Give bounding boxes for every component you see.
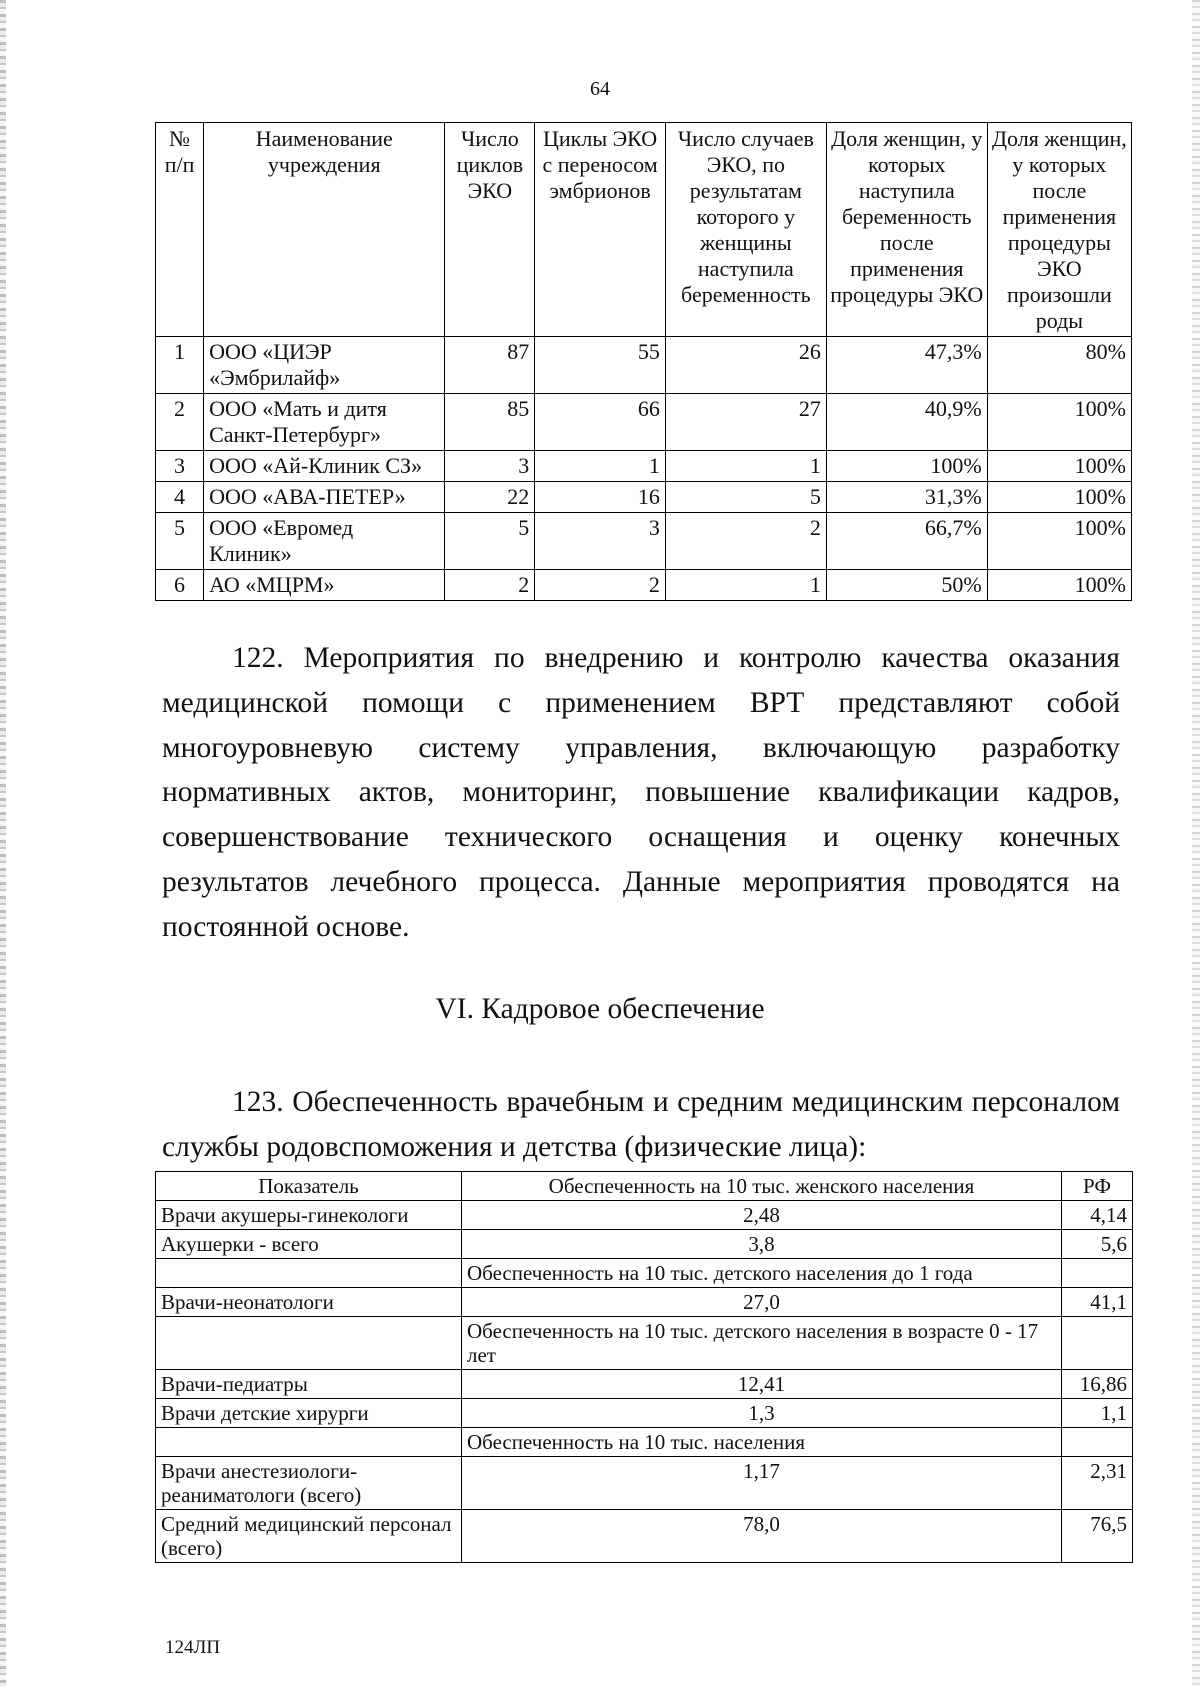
row-number: 2	[156, 394, 204, 451]
pregnancy-count: 5	[665, 482, 826, 513]
scan-edge-right	[1192, 0, 1200, 1686]
cycles-count: 2	[445, 570, 535, 601]
cycles-count: 3	[445, 451, 535, 482]
indicator-name: Врачи акушеры-гинекологи	[156, 1201, 462, 1230]
scan-edge-left	[0, 0, 6, 1686]
institution-name: АО «МЦРМ»	[204, 570, 445, 601]
ivf-header-transfer: Циклы ЭКО с переносом эмбрионов	[535, 123, 666, 337]
table-row	[156, 337, 1132, 394]
indicator-value: 2,48	[462, 1201, 1062, 1230]
paragraph-122	[162, 636, 1120, 950]
rf-value: 1,1	[1062, 1399, 1133, 1428]
births-share: 80%	[987, 337, 1131, 394]
births-share: 100%	[987, 570, 1131, 601]
pregnancy-share: 50%	[826, 570, 987, 601]
births-share: 100%	[987, 394, 1131, 451]
pregnancy-count: 26	[665, 337, 826, 394]
footer-code: 124ЛП	[165, 1637, 221, 1658]
ivf-header-number: № п/п	[156, 123, 204, 337]
indicator-name: Средний медицинский персонал (всего)	[156, 1510, 462, 1563]
staff-header-rf: РФ	[1062, 1172, 1133, 1201]
indicator-name: Врачи анестезиологи-реаниматологи (всего)	[156, 1457, 462, 1510]
institution-name: ООО «Евромед Клиник»	[204, 513, 445, 570]
row-number: 1	[156, 337, 204, 394]
page-number: 64	[590, 78, 610, 100]
table-row	[156, 1201, 1133, 1230]
rf-value	[1062, 1259, 1133, 1288]
pregnancy-count: 1	[665, 570, 826, 601]
institution-name: ООО «ЦИЭР «Эмбрилайф»	[204, 337, 445, 394]
table-row	[156, 394, 1132, 451]
table-row	[156, 451, 1132, 482]
ivf-results-table	[155, 122, 1132, 601]
births-share: 100%	[987, 482, 1131, 513]
coverage-subheader: Обеспеченность на 10 тыс. детского населения до 1 года	[462, 1259, 1062, 1288]
ivf-header-pregnancy: Число случаев ЭКО, по результатам которого у женщины наступила беременность	[665, 123, 826, 337]
coverage-subheader: Обеспеченность на 10 тыс. детского населения в возрасте 0 - 17 лет	[462, 1317, 1062, 1370]
institution-name: ООО «АВА-ПЕТЕР»	[204, 482, 445, 513]
indicator-value: 12,41	[462, 1370, 1062, 1399]
indicator-name	[156, 1259, 462, 1288]
paragraph-122-text: 122. Мероприятия по внедрению и контролю качества оказания медицинской помощи с применением ВРТ представляют собой многоуровневую систему управления, включающую разработку нормативных актов, мониторинг, повышение квалификации кадров, совершенствование технического оснащения и оценку конечных результатов лечебного процесса. Данные мероприятия проводятся на постоянной основе.	[162, 642, 1120, 943]
pregnancy-count: 2	[665, 513, 826, 570]
row-number: 6	[156, 570, 204, 601]
section-heading: VI. Кадровое обеспечение	[435, 993, 765, 1025]
transfer-count: 3	[535, 513, 666, 570]
ivf-header-share-births: Доля женщин, у которых после применения процедуры ЭКО произошли роды	[987, 123, 1131, 337]
rf-value	[1062, 1428, 1133, 1457]
rf-value: 41,1	[1062, 1288, 1133, 1317]
pregnancy-share: 66,7%	[826, 513, 987, 570]
table-row	[156, 1457, 1133, 1510]
indicator-name: Врачи-педиатры	[156, 1370, 462, 1399]
rf-value: 4,14	[1062, 1201, 1133, 1230]
coverage-subheader: Обеспеченность на 10 тыс. населения	[462, 1428, 1062, 1457]
indicator-value: 3,8	[462, 1230, 1062, 1259]
ivf-header-cycles: Число циклов ЭКО	[445, 123, 535, 337]
cycles-count: 22	[445, 482, 535, 513]
cycles-count: 85	[445, 394, 535, 451]
table-row	[156, 1288, 1133, 1317]
row-number: 4	[156, 482, 204, 513]
pregnancy-count: 27	[665, 394, 826, 451]
institution-name: ООО «Ай-Клиник СЗ»	[204, 451, 445, 482]
table-row	[156, 482, 1132, 513]
ivf-header-share-pregnancy: Доля женщин, у которых наступила беременность после применения процедуры ЭКО	[826, 123, 987, 337]
rf-value: 76,5	[1062, 1510, 1133, 1563]
row-number: 3	[156, 451, 204, 482]
staff-header-indicator: Показатель	[156, 1172, 462, 1201]
births-share: 100%	[987, 451, 1131, 482]
ivf-header-institution: Наименование учреждения	[204, 123, 445, 337]
row-number: 5	[156, 513, 204, 570]
indicator-name: Врачи-неонатологи	[156, 1288, 462, 1317]
indicator-name	[156, 1317, 462, 1370]
rf-value	[1062, 1317, 1133, 1370]
pregnancy-share: 100%	[826, 451, 987, 482]
pregnancy-count: 1	[665, 451, 826, 482]
indicator-value: 78,0	[462, 1510, 1062, 1563]
rf-value: 5,6	[1062, 1230, 1133, 1259]
rf-value: 2,31	[1062, 1457, 1133, 1510]
ivf-header-row	[156, 123, 1132, 337]
cycles-count: 5	[445, 513, 535, 570]
table-row	[156, 570, 1132, 601]
cycles-count: 87	[445, 337, 535, 394]
indicator-value: 1,17	[462, 1457, 1062, 1510]
table-row	[156, 1230, 1133, 1259]
institution-name: ООО «Мать и дитя Санкт-Петербург»	[204, 394, 445, 451]
transfer-count: 66	[535, 394, 666, 451]
indicator-value: 27,0	[462, 1288, 1062, 1317]
table-subheader-row	[156, 1428, 1133, 1457]
transfer-count: 55	[535, 337, 666, 394]
pregnancy-share: 31,3%	[826, 482, 987, 513]
transfer-count: 16	[535, 482, 666, 513]
pregnancy-share: 47,3%	[826, 337, 987, 394]
table-row	[156, 1399, 1133, 1428]
transfer-count: 2	[535, 570, 666, 601]
rf-value: 16,86	[1062, 1370, 1133, 1399]
indicator-value: 1,3	[462, 1399, 1062, 1428]
table-row	[156, 513, 1132, 570]
indicator-name: Акушерки - всего	[156, 1230, 462, 1259]
staffing-table	[155, 1171, 1133, 1563]
table-subheader-row	[156, 1317, 1133, 1370]
staff-header-coverage: Обеспеченность на 10 тыс. женского населения	[462, 1172, 1062, 1201]
indicator-name: Врачи детские хирурги	[156, 1399, 462, 1428]
pregnancy-share: 40,9%	[826, 394, 987, 451]
table-row	[156, 1370, 1133, 1399]
table-subheader-row	[156, 1259, 1133, 1288]
births-share: 100%	[987, 513, 1131, 570]
table-row	[156, 1510, 1133, 1563]
paragraph-123	[162, 1080, 1120, 1170]
indicator-name	[156, 1428, 462, 1457]
transfer-count: 1	[535, 451, 666, 482]
paragraph-123-text: 123. Обеспеченность врачебным и средним медицинским персоналом службы родовспоможения и детства (физические лица):	[162, 1086, 1120, 1163]
staff-header-row	[156, 1172, 1133, 1201]
